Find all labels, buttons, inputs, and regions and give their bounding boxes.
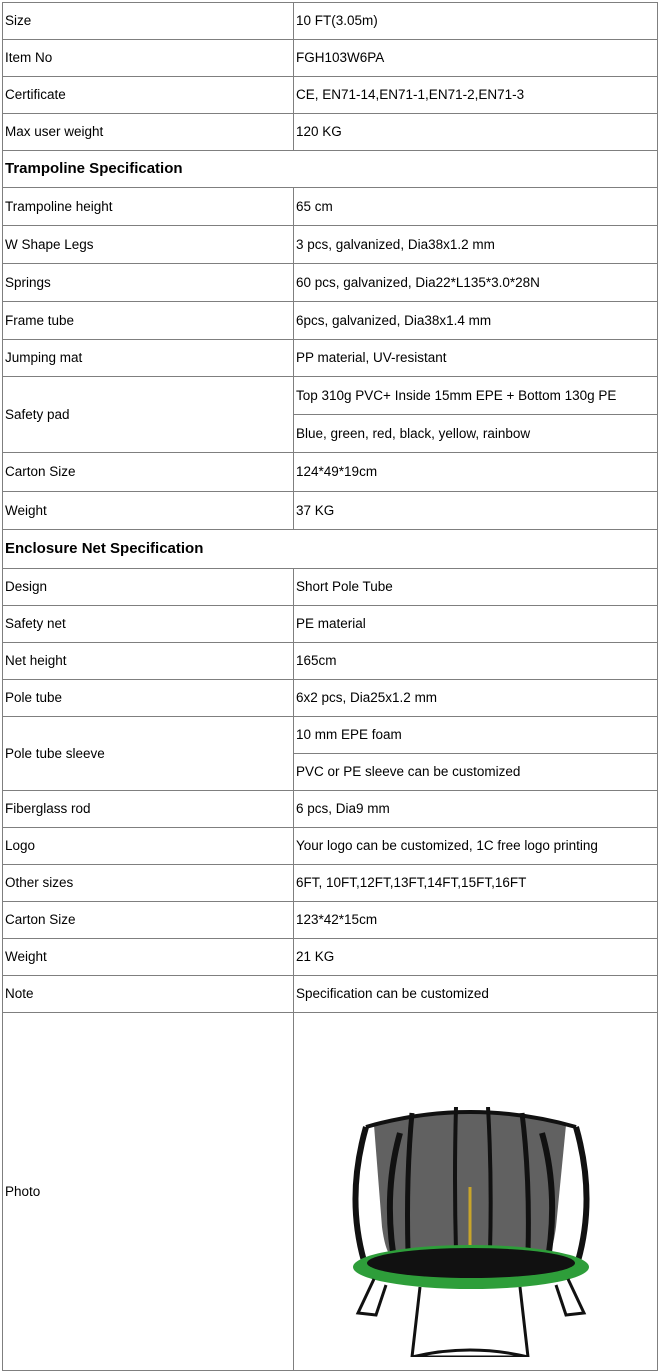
table-row xyxy=(3,865,658,902)
value-design: Short Pole Tube xyxy=(294,569,658,606)
value-certificate: CE, EN71-14,EN71-1,EN71-2,EN71-3 xyxy=(294,77,658,114)
label-certificate: Certificate xyxy=(3,77,294,114)
table-row xyxy=(3,40,658,77)
label-fiberglass-rod: Fiberglass rod xyxy=(3,791,294,828)
label-weight: Weight xyxy=(3,492,294,530)
table-row xyxy=(3,377,658,415)
section-header-row xyxy=(3,530,658,569)
value-springs: 60 pcs, galvanized, Dia22*L135*3.0*28N xyxy=(294,264,658,302)
value-sleeve-custom: PVC or PE sleeve can be customized xyxy=(294,754,658,791)
table-row xyxy=(3,3,658,40)
table-row xyxy=(3,828,658,865)
label-enclosure-weight: Weight xyxy=(3,939,294,976)
value-trampoline-height: 65 cm xyxy=(294,188,658,226)
label-note: Note xyxy=(3,976,294,1013)
value-weight: 37 KG xyxy=(294,492,658,530)
label-legs: W Shape Legs xyxy=(3,226,294,264)
spec-table xyxy=(2,2,658,1371)
label-max-user-weight: Max user weight xyxy=(3,114,294,151)
value-safety-pad-colors: Blue, green, red, black, yellow, rainbow xyxy=(294,415,658,453)
photo-cell xyxy=(294,1013,658,1371)
table-row xyxy=(3,77,658,114)
value-logo: Your logo can be customized, 1C free logo printing xyxy=(294,828,658,865)
value-legs: 3 pcs, galvanized, Dia38x1.2 mm xyxy=(294,226,658,264)
label-item-no: Item No xyxy=(3,40,294,77)
label-photo: Photo xyxy=(3,1013,294,1371)
value-enclosure-weight: 21 KG xyxy=(294,939,658,976)
value-jumping-mat: PP material, UV-resistant xyxy=(294,340,658,377)
table-row xyxy=(3,302,658,340)
label-other-sizes: Other sizes xyxy=(3,865,294,902)
table-row xyxy=(3,188,658,226)
table-row xyxy=(3,902,658,939)
table-row xyxy=(3,791,658,828)
label-design: Design xyxy=(3,569,294,606)
label-trampoline-height: Trampoline height xyxy=(3,188,294,226)
table-row xyxy=(3,606,658,643)
value-note: Specification can be customized xyxy=(294,976,658,1013)
table-row xyxy=(3,226,658,264)
photo-row xyxy=(3,1013,658,1371)
table-row xyxy=(3,680,658,717)
value-net-height: 165cm xyxy=(294,643,658,680)
table-row xyxy=(3,643,658,680)
label-pole-tube: Pole tube xyxy=(3,680,294,717)
value-safety-net: PE material xyxy=(294,606,658,643)
label-jumping-mat: Jumping mat xyxy=(3,340,294,377)
value-fiberglass-rod: 6 pcs, Dia9 mm xyxy=(294,791,658,828)
section-header-row xyxy=(3,151,658,188)
label-net-height: Net height xyxy=(3,643,294,680)
value-safety-pad-material: Top 310g PVC+ Inside 15mm EPE + Bottom 130g PE xyxy=(294,377,658,415)
table-row xyxy=(3,340,658,377)
value-size: 10 FT(3.05m) xyxy=(294,3,658,40)
label-logo: Logo xyxy=(3,828,294,865)
label-enclosure-carton: Carton Size xyxy=(3,902,294,939)
table-row xyxy=(3,939,658,976)
table-row xyxy=(3,976,658,1013)
label-frame-tube: Frame tube xyxy=(3,302,294,340)
table-row xyxy=(3,453,658,492)
label-carton-size: Carton Size xyxy=(3,453,294,492)
value-sleeve-foam: 10 mm EPE foam xyxy=(294,717,658,754)
value-max-user-weight: 120 KG xyxy=(294,114,658,151)
label-safety-net: Safety net xyxy=(3,606,294,643)
trampoline-photo xyxy=(352,1107,597,1357)
table-row xyxy=(3,569,658,606)
value-enclosure-carton: 123*42*15cm xyxy=(294,902,658,939)
section-title-trampoline: Trampoline Specification xyxy=(3,151,658,188)
value-frame-tube: 6pcs, galvanized, Dia38x1.4 mm xyxy=(294,302,658,340)
label-safety-pad: Safety pad xyxy=(3,377,294,453)
value-carton-size: 124*49*19cm xyxy=(294,453,658,492)
value-other-sizes: 6FT, 10FT,12FT,13FT,14FT,15FT,16FT xyxy=(294,865,658,902)
value-item-no: FGH103W6PA xyxy=(294,40,658,77)
section-title-enclosure: Enclosure Net Specification xyxy=(3,530,658,569)
table-row xyxy=(3,492,658,530)
table-row xyxy=(3,717,658,754)
table-row xyxy=(3,114,658,151)
value-pole-tube: 6x2 pcs, Dia25x1.2 mm xyxy=(294,680,658,717)
table-row xyxy=(3,264,658,302)
label-pole-tube-sleeve: Pole tube sleeve xyxy=(3,717,294,791)
label-springs: Springs xyxy=(3,264,294,302)
label-size: Size xyxy=(3,3,294,40)
